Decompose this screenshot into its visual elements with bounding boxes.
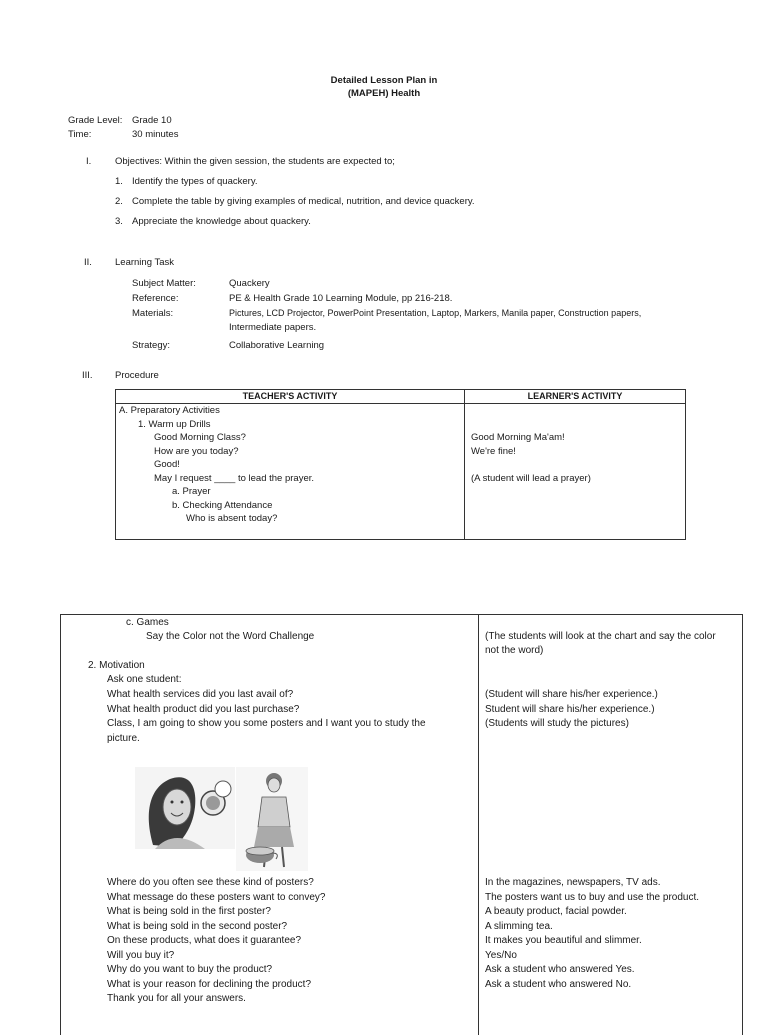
learner-line: (Student will share his/her experience.): [485, 689, 658, 700]
teacher-line: What is being sold in the second poster?: [107, 921, 288, 932]
learner-line: (The students will look at the chart and say the color: [485, 631, 716, 642]
teacher-line: Ask one student:: [107, 674, 182, 685]
learner-line: The posters want us to buy and use the product.: [485, 892, 700, 903]
activity-table-2: [60, 614, 743, 1035]
doc-title: Detailed Lesson Plan in: [330, 75, 438, 86]
task-label: Reference:: [132, 293, 179, 304]
learner-line: Yes/No: [485, 950, 517, 961]
teacher-line: c. Games: [126, 617, 169, 628]
time-value: 30 minutes: [132, 129, 179, 140]
task-value: Pictures, LCD Projector, PowerPoint Presentation, Laptop, Markers, Manila paper, Construction papers,: [229, 308, 642, 318]
teacher-line: 1. Warm up Drills: [138, 419, 211, 430]
learner-line: (A student will lead a prayer): [471, 473, 591, 484]
teacher-line: picture.: [107, 733, 140, 744]
teacher-line: b. Checking Attendance: [172, 500, 273, 511]
teacher-line: Say the Color not the Word Challenge: [146, 631, 315, 642]
teacher-line: Class, I am going to show you some posters and I want you to study the: [107, 718, 426, 729]
objective-item: Complete the table by giving examples of medical, nutrition, and device quackery.: [132, 196, 475, 207]
learner-line: Ask a student who answered No.: [485, 979, 632, 990]
learner-line: not the word): [485, 645, 544, 656]
teacher-line: Why do you want to buy the product?: [107, 964, 273, 975]
teacher-line: A. Preparatory Activities: [119, 405, 220, 416]
teacher-line: Where do you often see these kind of posters?: [107, 877, 314, 888]
teacher-line: Will you buy it?: [107, 950, 175, 961]
task-value: Quackery: [229, 278, 270, 289]
slimming-tea-poster-image: [236, 767, 308, 871]
learner-line: (Students will study the pictures): [485, 718, 629, 729]
learner-line: Good Morning Ma'am!: [471, 432, 565, 443]
teacher-line: What health product did you last purchase?: [107, 704, 300, 715]
task-value: Collaborative Learning: [229, 340, 325, 351]
teacher-line: Good!: [154, 459, 180, 470]
teacher-line: Good Morning Class?: [154, 432, 246, 443]
learner-line: A beauty product, facial powder.: [485, 906, 627, 917]
teacher-line: What is your reason for declining the product?: [107, 979, 311, 990]
header-learner-activity: LEARNER'S ACTIVITY: [527, 391, 623, 401]
objective-num: 3.: [115, 216, 123, 227]
task-label: Materials:: [132, 308, 174, 319]
learner-line: It makes you beautiful and slimmer.: [485, 935, 642, 946]
task-label: Subject Matter:: [132, 278, 196, 289]
task-value-cont: Intermediate papers.: [229, 322, 317, 333]
task-label: Strategy:: [132, 340, 171, 351]
objectives-numeral: I.: [86, 156, 92, 167]
learner-line: Ask a student who answered Yes.: [485, 964, 635, 975]
time-label: Time:: [68, 129, 92, 140]
objective-num: 2.: [115, 196, 123, 207]
objective-num: 1.: [115, 176, 123, 187]
teacher-line: On these products, what does it guarantee?: [107, 935, 302, 946]
learner-line: A slimming tea.: [485, 921, 553, 932]
teacher-line: a. Prayer: [172, 486, 211, 497]
doc-subtitle: (MAPEH) Health: [347, 88, 421, 99]
header-divider: [116, 403, 685, 404]
objective-item: Appreciate the knowledge about quackery.: [132, 216, 311, 227]
objective-item: Identify the types of quackery.: [132, 176, 258, 187]
header-teacher-activity: TEACHER'S ACTIVITY: [242, 391, 338, 401]
teacher-line: What is being sold in the first poster?: [107, 906, 271, 917]
procedure-heading: Procedure: [115, 370, 159, 381]
teacher-line: May I request ____ to lead the prayer.: [154, 473, 315, 484]
teacher-line: What health services did you last avail of?: [107, 689, 294, 700]
learning-task-numeral: II.: [84, 257, 92, 268]
teacher-line: What message do these posters want to convey?: [107, 892, 326, 903]
column-divider: [464, 390, 465, 539]
learner-line: In the magazines, newspapers, TV ads.: [485, 877, 661, 888]
grade-label: Grade Level:: [68, 115, 123, 126]
activity-table-1: [115, 389, 686, 540]
learner-line: Student will share his/her experience.): [485, 704, 655, 715]
column-divider: [478, 615, 479, 1035]
teacher-line: 2. Motivation: [88, 660, 145, 671]
objectives-heading: Objectives: Within the given session, the students are expected to;: [115, 156, 395, 167]
grade-value: Grade 10: [132, 115, 172, 126]
teacher-line: Who is absent today?: [186, 513, 278, 524]
teacher-line: How are you today?: [154, 446, 239, 457]
task-value: PE & Health Grade 10 Learning Module, pp 216-218.: [229, 293, 453, 304]
procedure-numeral: III.: [82, 370, 93, 381]
learning-task-heading: Learning Task: [115, 257, 174, 268]
learner-line: We're fine!: [471, 446, 516, 457]
beauty-poster-image: [135, 767, 235, 849]
teacher-line: Thank you for all your answers.: [107, 993, 246, 1004]
